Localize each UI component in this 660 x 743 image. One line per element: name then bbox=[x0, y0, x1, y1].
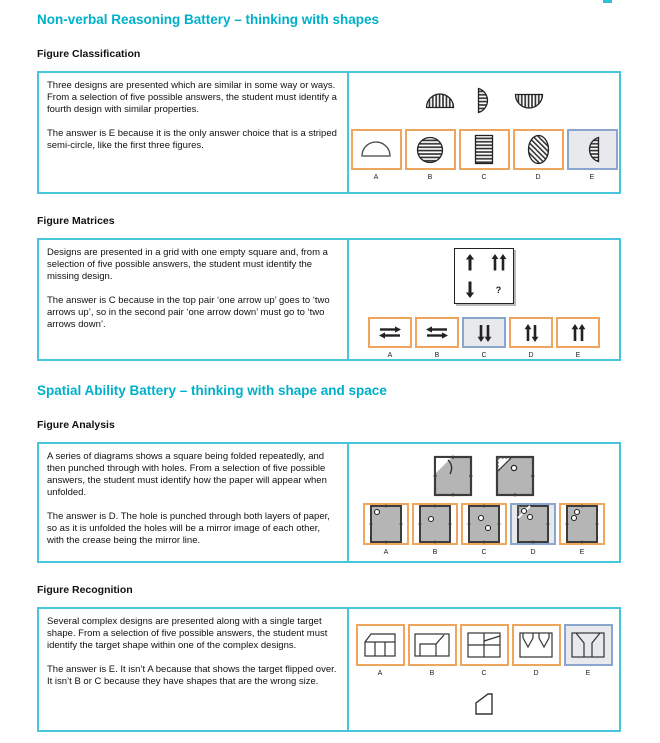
recognition-option-a bbox=[356, 624, 405, 677]
matrices-figure-cell bbox=[347, 240, 619, 359]
classification-answer-note: The answer is E because it is the only answer choice that is a striped semi-circle, like the first three figures. bbox=[47, 127, 337, 151]
option-letter: A bbox=[383, 549, 389, 556]
matrix-cell-one-arrow-up bbox=[455, 249, 484, 276]
option-box-c bbox=[460, 624, 509, 666]
matrices-answer-note: The answer is C because in the top pair ‘one arrow up’ goes to ‘two arrows up’, so in the second pair ‘one arrow down’ must go to ‘two arrows down’. bbox=[47, 294, 330, 330]
classification-text-cell bbox=[39, 73, 347, 192]
target-shape-icon bbox=[472, 691, 496, 717]
semicircle-down-vstripe-icon bbox=[514, 93, 544, 109]
option-letter: E bbox=[585, 670, 591, 677]
folding-square-icon bbox=[433, 455, 473, 497]
complex-design-flipped-target-icon bbox=[360, 630, 400, 660]
folded-punched-square-icon bbox=[495, 455, 535, 497]
option-letter: E bbox=[575, 352, 581, 359]
option-box-e bbox=[556, 317, 600, 348]
recognition-title: Figure Recognition bbox=[37, 584, 133, 596]
matrices-description: Designs are presented in a grid with one empty square and, from a selection of five possible answers, the student must identify the missing design. bbox=[47, 247, 328, 282]
option-letter: C bbox=[481, 670, 487, 677]
arrow-up-down-pair-icon bbox=[524, 324, 539, 342]
option-letter: A bbox=[377, 670, 383, 677]
matrix-cell-two-arrows-up bbox=[484, 249, 513, 276]
analysis-fold-sequence bbox=[433, 455, 535, 497]
analysis-table bbox=[37, 442, 621, 563]
classification-option-a bbox=[351, 129, 402, 181]
option-letter: D bbox=[533, 670, 539, 677]
recognition-option-b bbox=[408, 624, 457, 677]
option-box-a bbox=[356, 624, 405, 666]
option-letter: D bbox=[530, 549, 536, 556]
page-corner-mark bbox=[603, 0, 612, 3]
recognition-options bbox=[356, 624, 613, 677]
option-box-b bbox=[412, 503, 458, 545]
double-arrow-horizontal-icon bbox=[426, 326, 448, 339]
option-box-a bbox=[363, 503, 409, 545]
matrices-table bbox=[37, 238, 621, 361]
option-box-e-selected bbox=[567, 129, 618, 170]
analysis-options bbox=[363, 503, 605, 556]
option-box-b bbox=[415, 317, 459, 348]
semicircle-left-hstripe-icon bbox=[585, 136, 600, 163]
ellipse-diagstripe-icon bbox=[527, 134, 550, 165]
option-letter: C bbox=[481, 352, 487, 359]
complex-design-grid-icon bbox=[464, 630, 504, 660]
double-arrow-up-icon bbox=[571, 324, 586, 342]
option-box-d bbox=[509, 317, 553, 348]
classification-figure-cell bbox=[347, 73, 619, 192]
option-letter: D bbox=[528, 352, 534, 359]
recognition-option-d bbox=[512, 624, 561, 677]
classification-options bbox=[351, 129, 618, 181]
analysis-title: Figure Analysis bbox=[37, 419, 115, 431]
matrices-text-cell bbox=[39, 240, 347, 359]
matrix-cell-one-arrow-down bbox=[455, 276, 484, 303]
classification-description: Three designs are presented which are similar in some way or ways. From a selection of five possible answers, the student must identify a fourth design with similar properties. bbox=[47, 80, 337, 115]
matrices-option-c bbox=[462, 317, 506, 359]
punched-paper-two-holes-icon bbox=[467, 504, 501, 544]
classification-title: Figure Classification bbox=[37, 48, 141, 60]
recognition-description: Several complex designs are presented along with a single target shape. From a selection of five possible answers, the student must identify the target shape within one of the complex designs. bbox=[47, 616, 328, 651]
recognition-answer-note: The answer is E. It isn’t A because that shows the target flipped over. It isn’t B or C because they have shapes that are the wrong size. bbox=[47, 663, 337, 687]
option-letter: D bbox=[535, 174, 541, 181]
analysis-figure-cell bbox=[347, 444, 619, 561]
recognition-text-cell bbox=[39, 609, 347, 730]
option-box-d bbox=[513, 129, 564, 170]
option-box-c-selected bbox=[462, 317, 506, 348]
matrices-option-b bbox=[415, 317, 459, 359]
arrow-up-icon bbox=[465, 254, 475, 271]
option-letter: B bbox=[434, 352, 440, 359]
option-box-d-selected bbox=[510, 503, 556, 545]
classification-option-c bbox=[459, 129, 510, 181]
option-letter: E bbox=[589, 174, 595, 181]
option-letter: B bbox=[432, 549, 438, 556]
matrices-option-a bbox=[368, 317, 412, 359]
rectangle-hstripe-icon bbox=[474, 134, 494, 165]
option-box-c bbox=[461, 503, 507, 545]
option-box-b bbox=[408, 624, 457, 666]
semicircle-up-vstripe-icon bbox=[425, 93, 455, 109]
analysis-option-b bbox=[412, 503, 458, 556]
double-arrow-horizontal-icon bbox=[379, 326, 401, 339]
analysis-option-e bbox=[559, 503, 605, 556]
classification-table bbox=[37, 71, 621, 194]
circle-hstripe-icon bbox=[416, 136, 444, 164]
question-mark: ? bbox=[495, 284, 502, 295]
analysis-answer-note: The answer is D. The hole is punched through both layers of paper, so as it is unfolded the holes will be a mirror image of each other, with the crease being the mirror line. bbox=[47, 510, 330, 546]
matrices-option-d bbox=[509, 317, 553, 359]
punched-paper-two-holes-icon bbox=[565, 504, 599, 544]
recognition-option-e bbox=[564, 624, 613, 677]
option-box-b bbox=[405, 129, 456, 170]
analysis-option-d bbox=[510, 503, 556, 556]
classification-option-d bbox=[513, 129, 564, 181]
option-letter: A bbox=[373, 174, 379, 181]
option-letter: E bbox=[579, 549, 585, 556]
option-box-a bbox=[351, 129, 402, 170]
semicircle-up-plain-icon bbox=[360, 141, 392, 158]
analysis-option-a bbox=[363, 503, 409, 556]
option-letter: C bbox=[481, 549, 487, 556]
option-box-d bbox=[512, 624, 561, 666]
recognition-option-c bbox=[460, 624, 509, 677]
matrices-option-e bbox=[556, 317, 600, 359]
option-letter: B bbox=[429, 670, 435, 677]
analysis-option-c bbox=[461, 503, 507, 556]
complex-design-funnel-icon bbox=[568, 630, 608, 660]
option-letter: A bbox=[387, 352, 393, 359]
recognition-target-shape bbox=[472, 691, 496, 722]
analysis-text-cell bbox=[39, 444, 347, 561]
option-box-c bbox=[459, 129, 510, 170]
recognition-table bbox=[37, 607, 621, 732]
option-letter: B bbox=[427, 174, 433, 181]
double-arrow-up-icon bbox=[491, 254, 507, 271]
punched-paper-mirror-holes-icon bbox=[516, 504, 550, 544]
matrix-grid bbox=[454, 248, 514, 304]
matrices-title: Figure Matrices bbox=[37, 215, 115, 227]
classification-option-b bbox=[405, 129, 456, 181]
option-box-e bbox=[559, 503, 605, 545]
nonverbal-battery-heading: Non-verbal Reasoning Battery – thinking with shapes bbox=[37, 12, 380, 27]
recognition-figure-cell bbox=[347, 609, 619, 730]
punched-paper-one-hole-icon bbox=[369, 504, 403, 544]
option-letter: C bbox=[481, 174, 487, 181]
semicircle-right-hstripe-icon bbox=[477, 87, 492, 114]
option-box-e-selected bbox=[564, 624, 613, 666]
punched-paper-one-hole-icon bbox=[418, 504, 452, 544]
matrix-cell-missing bbox=[484, 276, 513, 303]
arrow-down-icon bbox=[465, 281, 475, 298]
classification-question-shapes bbox=[425, 87, 544, 114]
classification-option-e bbox=[567, 129, 618, 181]
double-arrow-down-icon bbox=[477, 324, 492, 342]
complex-design-double-v-icon bbox=[516, 630, 556, 660]
spatial-battery-heading: Spatial Ability Battery – thinking with shape and space bbox=[37, 383, 387, 398]
analysis-description: A series of diagrams shows a square being folded repeatedly, and then punched through with holes. From a selection of five possible answers, the student must identify how the paper will appear when unfolded. bbox=[47, 451, 327, 498]
matrices-options bbox=[368, 317, 600, 359]
complex-design-flag-icon bbox=[412, 630, 452, 660]
option-box-a bbox=[368, 317, 412, 348]
